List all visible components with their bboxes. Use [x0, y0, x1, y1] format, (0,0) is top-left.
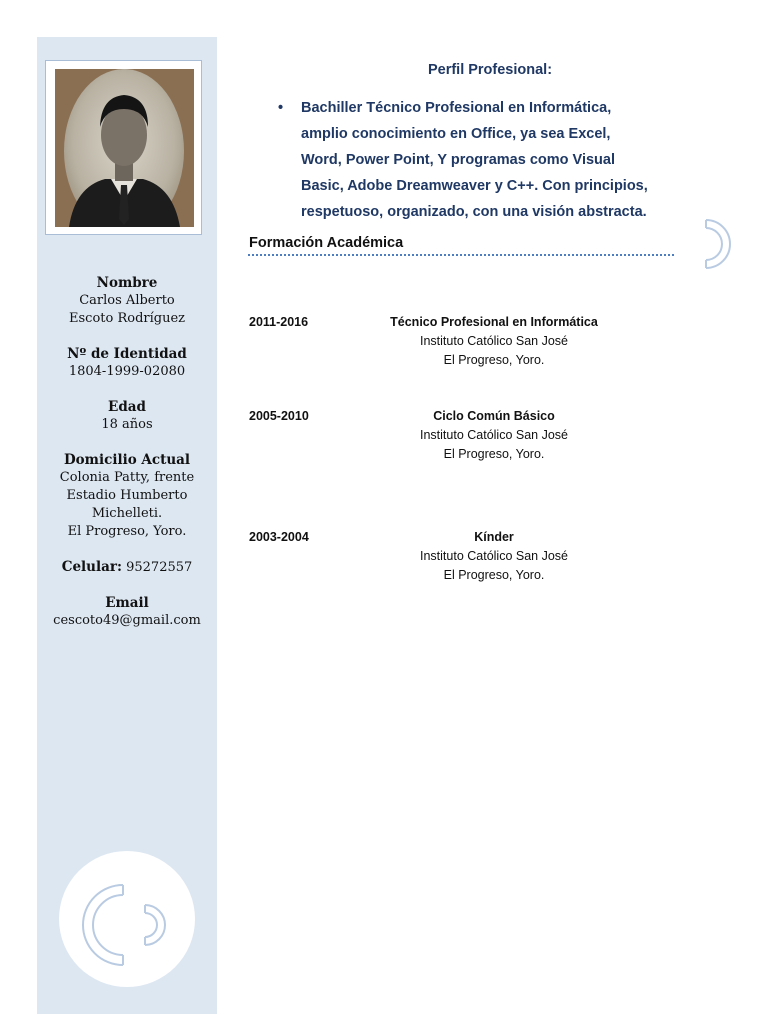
- logo-circle: [59, 851, 195, 987]
- education-title: Técnico Profesional en Informática: [390, 315, 598, 329]
- sidebar: [37, 37, 217, 1014]
- education-location: El Progreso, Yoro.: [443, 353, 545, 367]
- profile-line-2: amplio conocimiento en Office, ya sea Excel,: [301, 126, 611, 142]
- profile-line-5: respetuoso, organizado, con una visión abstracta.: [301, 204, 647, 220]
- education-institution: Instituto Católico San José: [420, 428, 568, 442]
- portrait-illustration: [55, 69, 194, 227]
- email-label: Email: [105, 595, 149, 611]
- age-group: [37, 398, 217, 434]
- education-title: Ciclo Común Básico: [433, 409, 555, 423]
- address-group: [37, 451, 217, 541]
- age-label: Edad: [108, 399, 146, 415]
- education-years: 2011-2016: [249, 315, 309, 329]
- education-years: 2003-2004: [249, 530, 309, 544]
- age-value: 18 años: [101, 417, 153, 432]
- address-label: Domicilio Actual: [63, 452, 191, 468]
- address-line-2: Estadio Humberto: [66, 488, 188, 503]
- monogram-logo-icon: [59, 851, 195, 987]
- phone-label: Celular:: [61, 559, 122, 575]
- education-years: 2005-2010: [249, 409, 309, 423]
- address-line-1: Colonia Patty, frente: [59, 470, 195, 485]
- education-title: Kínder: [474, 530, 514, 544]
- education-location: El Progreso, Yoro.: [443, 568, 545, 582]
- name-line-1: Carlos Alberto: [79, 293, 175, 308]
- education-location: El Progreso, Yoro.: [443, 447, 545, 461]
- phone-group: [37, 558, 217, 577]
- dotted-divider: [248, 254, 674, 256]
- id-label: Nº de Identidad: [67, 346, 187, 362]
- education-institution: Instituto Católico San José: [420, 334, 568, 348]
- profile-line-3: Word, Power Point, Y programas como Visual: [301, 152, 615, 168]
- education-institution: Instituto Católico San José: [420, 549, 568, 563]
- profile-photo: [55, 69, 194, 227]
- decorative-arc-icon: [700, 218, 734, 270]
- education-detail: [374, 313, 614, 370]
- name-label: Nombre: [96, 275, 158, 291]
- photo-frame: [45, 60, 202, 235]
- profile-bullet-item: [278, 95, 678, 225]
- id-group: [37, 345, 217, 381]
- profile-title: Perfil Profesional:: [427, 62, 553, 78]
- name-group: [37, 274, 217, 328]
- bullet-icon: •: [278, 100, 284, 116]
- profile-bullet-list: [278, 95, 678, 225]
- education-detail: [374, 407, 614, 464]
- address-line-4: El Progreso, Yoro.: [67, 524, 187, 539]
- education-detail: [374, 528, 614, 585]
- name-line-2: Escoto Rodríguez: [69, 311, 185, 326]
- address-line-3: Michelleti.: [91, 506, 163, 521]
- profile-line-4: Basic, Adobe Dreamweaver y C++. Con principios,: [301, 178, 648, 194]
- phone-value: 95272557: [126, 560, 193, 575]
- email-group: [37, 594, 217, 630]
- email-value: cescoto49@gmail.com: [53, 613, 201, 628]
- profile-line-1: Bachiller Técnico Profesional en Informática,: [301, 100, 612, 116]
- education-heading: Formación Académica: [249, 235, 404, 251]
- id-value: 1804-1999-02080: [68, 364, 186, 379]
- personal-info: [37, 274, 217, 647]
